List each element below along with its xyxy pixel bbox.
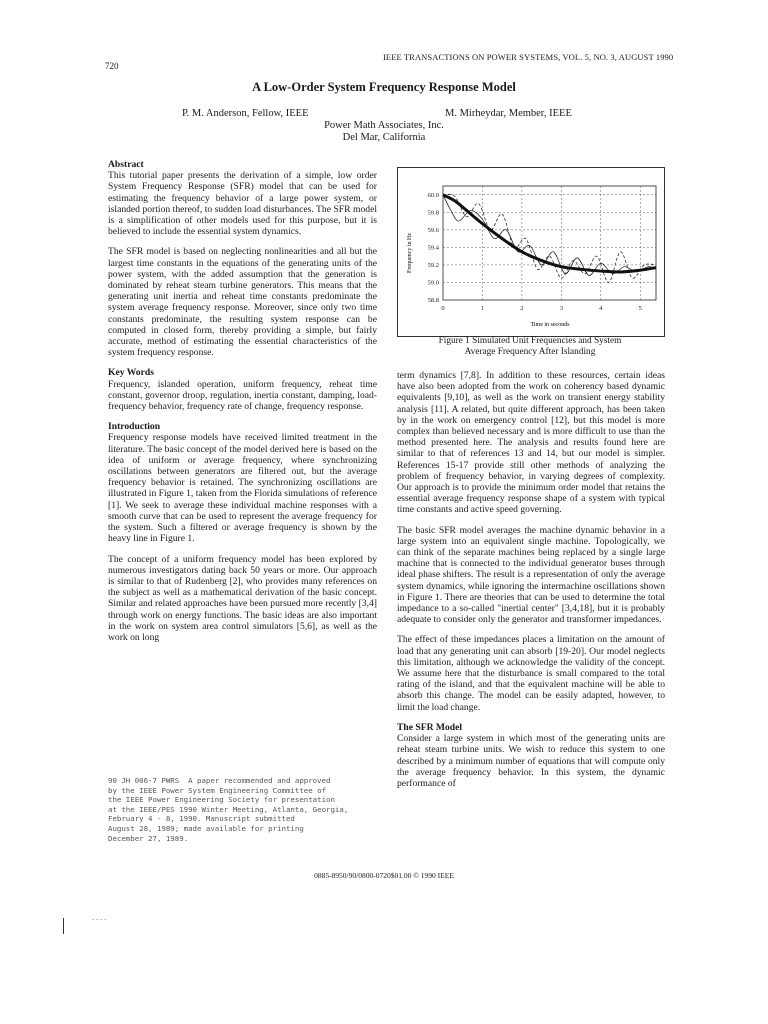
chart-series [443,194,656,282]
affiliation-location: Del Mar, California [342,132,426,143]
right-paragraph-2: The basic SFR model averages the machine dynamic behavior in a large system into an equivalent single machine. Topologically, we can think of the separate machines being replaced by a single large machine that is connected to the individual generator buses through ideal phase shifters. The result is a representation of only the average system dynamics, while ignoring the intermachine oscillations shown in Figure 1. There are theories that can be used to determine the total impedance to a so-called "inertial center" [3,4,18], but it is probably adequate to consider only the generator and transformer impedances. [397,524,665,626]
y-tick-label: 59.2 [427,261,439,269]
affiliation-org: Power Math Associates, Inc. [324,120,444,131]
x-tick-label: 4 [599,305,603,312]
right-paragraph-4: Consider a large system in which most of the generating units are reheat steam turbine units. We wish to reduce this system to one described by a minimum number of equations that will compute only the average frequency behavior. In this system, the dynamic performance of [397,733,665,789]
keywords-text: Frequency, islanded operation, uniform frequency, reheat time constant, governor droop, regulation, inertia constant, damping, load-frequency behavior, frequency rate of change, frequency response. [108,378,377,413]
x-tick-label: 3 [559,305,563,312]
x-tick-label: 1 [480,305,485,312]
introduction-heading: Introduction [108,421,161,433]
abstract-heading: Abstract [108,159,144,170]
frequency-chart [398,168,664,336]
y-tick-label: 59.4 [427,244,439,252]
introduction-paragraph-1: Frequency response models have received limited treatment in the literature. The basic concept of the model derived here is based on the idea of uniform or average frequency, where synchronizing oscillations between generators are filtered out, but the average frequency behavior is retained. The synchronizing oscillations are illustrated in Figure 1, taken from the Florida simulations of reference [1]. We seek to average these individual machine responses with a smooth curve that can be used to represent the average frequency for the system. Such a filtered or average frequency is shown by the heavy line in Figure 1. [108,432,377,545]
footnote: 90 JH 006-7 PWRS A paper recommended and approved by the IEEE Power System Engineering Committee of the IEEE Power Engineering Society for presentation at the IEEE/PES 1990 Winter Meeting, Atlanta, Georgia, February 4 - 8, 1990. Manuscript submitted August 28, 1989; made available for printing December 27, 1989. [108,776,349,843]
right-paragraph-3: The effect of these impedances places a limitation on the amount of load that any generating unit can absorb [19-20]. Our model neglects this limitation, although we acknowledge the validity of the concept. We assume here that the disturbance is small compared to the total rating of the island, and that the equivalent machine will be able to absorb this change. The model can be easily adapted, however, to limit the load change. [397,634,665,713]
figure-1-frame [397,167,665,337]
figure-1-caption [397,336,663,358]
page-number: 720 [105,61,119,71]
y-tick-label: 59.8 [427,209,439,217]
x-tick-label: 2 [520,305,524,312]
left-column [108,159,377,652]
author-anderson: P. M. Anderson, Fellow, IEEE [182,108,309,119]
series-line-dashed [443,194,656,282]
abstract-paragraph-2: The SFR model is based on neglecting nonlinearities and all but the largest time constants in the equations of the generating units of the power system, with the added assumption that the generation is dominated by reheat steam turbine generators. This means that the generating unit inertia and reheat time constants predominate the system average frequency response. Moreover, since only two time constants predominate, the resulting system response can be computed in closed form, thereby providing a simple, but fairly accurate, method of estimating the essential characteristics of the system frequency response. [108,246,377,359]
copyright-line: 0885-8950/90/0800-0720$01.00 © 1990 IEEE [314,871,454,880]
author-mirheydar: M. Mirheydar, Member, IEEE [445,108,572,119]
caption-line-2: Average Frequency After Islanding [464,347,596,357]
x-tick-label: 5 [638,305,642,312]
abstract-paragraph-1: This tutorial paper presents the derivation of a simple, low order System Frequency Response (SFR) model that can be used for estimating the frequency behavior of a large power system, or islanded portion thereof, to sudden load disturbances. The SFR model is a simplification of other models used for this purpose, but it is believed to include the essential system dynamics. [108,170,377,238]
journal-header: IEEE TRANSACTIONS ON POWER SYSTEMS, VOL. 5, NO. 3, AUGUST 1990 [383,52,674,62]
chart-grid [443,186,656,300]
caption-line-1: Figure 1 Simulated Unit Frequencies and System [438,336,622,346]
plot-area [443,186,656,300]
chart-ticks [428,192,642,312]
margin-mark [63,918,64,934]
y-tick-label: 60.0 [427,191,439,199]
introduction-paragraph-2: The concept of a uniform frequency model has been explored by numerous investigators dating back 50 years or more. Our approach is similar to that of Rudenberg [2], who provides many references on the subject as well as a mathematical derivation of the basic concept. Similar and related approaches have been pursued more recently [3,4] through work on energy functions. The basic ideas are also important in the work on system area control simulators [5,6], as well as the work on long [108,553,377,643]
sfr-model-heading: The SFR Model [397,721,463,733]
right-paragraph-1: term dynamics [7,8]. In addition to these resources, certain ideas have also been adopted from the work on coherency based dynamic equivalents [9,10], as well as the work on transient energy stability analysis [11]. A related, but quite different approach, has been taken by in the work on emergency control [12], but this model is more complex than believed necessary and is more difficult to use than the method presented here. The analysis and results found here are similar to that of references 13 and 14, but our model is simpler. References 15-17 provide still other methods of analyzing the problem of frequency behavior, in varying degrees of complexity. Our approach is to provide the minimum order model that retains the essential average frequency response shape of a system with typical time constants and active speed governing. [397,370,665,516]
series-line-heavy [443,195,656,272]
x-axis-label: Time in seconds [530,322,570,328]
x-tick-label: 0 [441,305,445,312]
affiliation [0,120,768,144]
keywords-heading: Key Words [108,367,154,379]
paper-title: A Low-Order System Frequency Response Model [252,80,516,94]
right-column [397,370,665,798]
scan-dots: - - - - [92,915,107,923]
y-tick-label: 58.8 [427,297,439,304]
y-tick-label: 59.0 [427,279,439,287]
y-tick-label: 59.6 [427,226,439,234]
y-axis-label: Frequency in Hz [407,233,413,273]
